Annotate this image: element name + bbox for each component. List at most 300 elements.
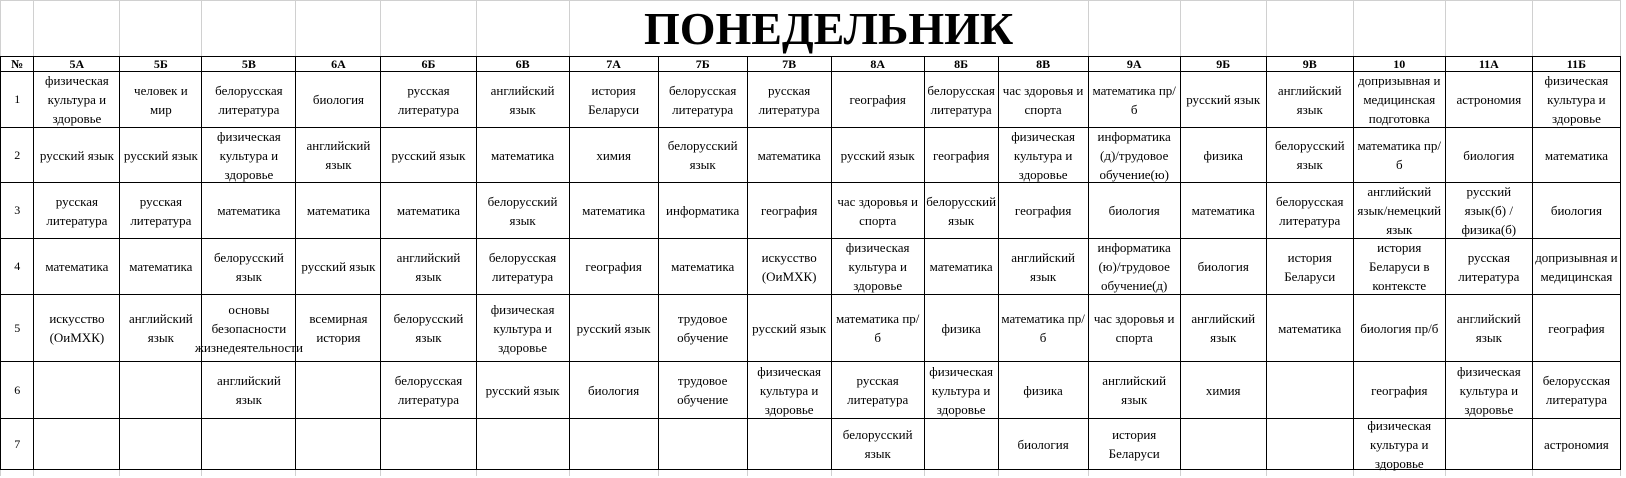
subject-text: русская литература: [46, 193, 108, 228]
subject-cell[interactable]: [924, 239, 998, 295]
subject-text: белорусский язык: [842, 427, 913, 461]
subject-text: английский язык: [1456, 311, 1521, 345]
class-header-5а[interactable]: 5А: [34, 57, 120, 72]
subject-cell[interactable]: [34, 295, 120, 362]
subject-text: белорусский язык: [1274, 138, 1345, 172]
subject-cell[interactable]: [1532, 72, 1620, 128]
subject-text: русский язык(б) /физика(б): [1461, 184, 1517, 237]
subject-cell[interactable]: [120, 183, 202, 239]
subject-text: [1183, 419, 1264, 469]
empty-cell[interactable]: [120, 470, 202, 477]
class-header-9в[interactable]: 9В: [1266, 57, 1353, 72]
empty-cell[interactable]: [1180, 1, 1266, 57]
subject-cell[interactable]: [747, 362, 831, 419]
number-header[interactable]: №: [1, 57, 34, 72]
empty-cell[interactable]: [747, 470, 831, 477]
subject-cell[interactable]: [381, 295, 476, 362]
subject-cell[interactable]: [1532, 419, 1620, 470]
subject-cell[interactable]: [1353, 419, 1445, 470]
class-header-8а[interactable]: 8А: [831, 57, 924, 72]
subject-text: белорусская литература: [488, 249, 557, 284]
subject-text: биология: [312, 92, 364, 107]
empty-cell[interactable]: [831, 470, 924, 477]
subject-cell[interactable]: [34, 183, 120, 239]
lesson-number[interactable]: 6: [1, 362, 34, 419]
empty-cell[interactable]: [1, 1, 34, 57]
subject-cell[interactable]: [1353, 72, 1445, 128]
subject-cell[interactable]: [296, 295, 381, 362]
subject-text: физическая культура и здоровье: [45, 73, 109, 126]
subject-cell[interactable]: [1445, 72, 1532, 128]
empty-cell[interactable]: [476, 470, 569, 477]
class-header-6а[interactable]: 6А: [296, 57, 381, 72]
subject-text: физическая культура и здоровье: [1367, 417, 1432, 471]
class-header-6в[interactable]: 6В: [476, 57, 569, 72]
subject-cell[interactable]: [202, 362, 296, 419]
subject-cell[interactable]: [381, 239, 476, 295]
empty-cell[interactable]: [1088, 1, 1180, 57]
subject-cell[interactable]: [831, 362, 924, 419]
subject-cell[interactable]: [1445, 183, 1532, 239]
subject-text: русский язык: [840, 147, 915, 163]
subject-cell[interactable]: [34, 419, 120, 470]
empty-cell[interactable]: [1180, 470, 1266, 477]
empty-cell[interactable]: [998, 470, 1088, 477]
subject-cell[interactable]: [194, 295, 303, 362]
subject-text: математика: [1191, 203, 1255, 218]
empty-cell[interactable]: [296, 470, 381, 477]
subject-text: математика: [1544, 147, 1608, 163]
subject-cell[interactable]: [1532, 239, 1620, 295]
subject-text: английский язык: [216, 373, 281, 407]
empty-cell[interactable]: [924, 470, 998, 477]
subject-cell[interactable]: [658, 128, 747, 183]
subject-cell[interactable]: [202, 239, 296, 295]
subject-text: физика: [1023, 382, 1063, 398]
subject-cell[interactable]: [1353, 128, 1445, 183]
subject-text: русский язык: [752, 320, 827, 336]
subject-cell[interactable]: [658, 239, 747, 295]
subject-cell[interactable]: [1088, 239, 1180, 295]
subject-cell[interactable]: [120, 419, 202, 470]
subject-text: математика пр/б: [1092, 82, 1176, 117]
subject-text: белорусская литература: [394, 373, 463, 407]
subject-cell[interactable]: [569, 362, 658, 419]
subject-text: биология: [1017, 436, 1069, 452]
subject-cell[interactable]: [1180, 419, 1266, 470]
subject-cell[interactable]: [34, 362, 120, 419]
subject-text: допризывная и медицинская подготовка: [1358, 73, 1441, 126]
subject-cell[interactable]: [747, 239, 831, 295]
empty-cell[interactable]: [658, 470, 747, 477]
empty-cell[interactable]: [1, 470, 34, 477]
subject-cell[interactable]: [296, 239, 381, 295]
empty-cell[interactable]: [569, 470, 658, 477]
subject-cell[interactable]: [120, 295, 202, 362]
subject-cell[interactable]: [1353, 183, 1445, 239]
subject-cell[interactable]: [831, 128, 924, 183]
subject-cell[interactable]: [34, 128, 120, 183]
empty-cell[interactable]: [120, 1, 202, 57]
subject-text: белорусская литература: [1276, 193, 1344, 228]
subject-text: биология: [1197, 259, 1249, 274]
empty-cell[interactable]: [34, 470, 120, 477]
subject-text: биология: [1108, 203, 1160, 218]
subject-cell[interactable]: [924, 295, 998, 362]
subject-cell[interactable]: [658, 295, 747, 362]
subject-cell[interactable]: [1180, 183, 1266, 239]
subject-text: физическая культура и здоровье: [757, 363, 822, 417]
subject-text: [750, 419, 829, 469]
class-header-5в[interactable]: 5В: [202, 57, 296, 72]
lesson-row: [1, 72, 1621, 128]
subject-text: английский язык: [1102, 373, 1167, 407]
subject-text: белорусская литература: [927, 82, 995, 117]
subject-text: физика: [941, 320, 981, 336]
subject-cell[interactable]: [1180, 72, 1266, 128]
subject-cell[interactable]: [1266, 362, 1353, 419]
subject-cell[interactable]: [296, 128, 381, 183]
empty-cell[interactable]: [1445, 470, 1532, 477]
subject-cell[interactable]: [831, 239, 924, 295]
subject-cell[interactable]: [831, 72, 924, 128]
subject-cell[interactable]: [998, 295, 1088, 362]
subject-cell[interactable]: [1353, 362, 1445, 419]
subject-cell[interactable]: [381, 419, 476, 470]
lesson-row: [1, 362, 1621, 419]
subject-text: [927, 419, 996, 469]
subject-cell[interactable]: [1088, 183, 1180, 239]
subject-cell[interactable]: [658, 419, 747, 470]
subject-text: английский язык/немецкий язык: [1357, 184, 1442, 237]
subject-text: белорусский язык: [393, 311, 464, 345]
subject-text: география: [585, 259, 642, 274]
subject-cell[interactable]: [747, 72, 831, 128]
empty-cell[interactable]: [381, 1, 476, 57]
subject-cell[interactable]: [381, 183, 476, 239]
class-header-7в[interactable]: 7В: [747, 57, 831, 72]
subject-text: человек и мир: [134, 82, 188, 117]
lesson-number[interactable]: 7: [1, 419, 34, 470]
class-header-10[interactable]: 10: [1353, 57, 1445, 72]
subject-cell[interactable]: [924, 128, 998, 183]
subject-text: русская литература: [397, 82, 460, 117]
subject-text: русский язык: [123, 147, 198, 163]
subject-text: белорусский язык: [213, 249, 284, 284]
subject-cell[interactable]: [296, 72, 381, 128]
empty-cell[interactable]: [202, 470, 296, 477]
subject-text: астрономия: [1456, 92, 1522, 107]
subject-cell[interactable]: [1088, 295, 1180, 362]
subject-text: физика: [1203, 147, 1243, 163]
subject-cell[interactable]: [1180, 239, 1266, 295]
subject-cell[interactable]: [569, 72, 658, 128]
subject-cell[interactable]: [476, 72, 569, 128]
subject-cell[interactable]: [831, 183, 924, 239]
subject-cell[interactable]: [569, 183, 658, 239]
subject-text: математика: [757, 147, 821, 163]
subject-text: искусство (ОиМХК): [49, 311, 105, 345]
subject-text: [661, 419, 745, 469]
empty-cell[interactable]: [1266, 470, 1353, 477]
subject-text: математика: [396, 203, 461, 218]
lesson-number[interactable]: 5: [1, 295, 34, 362]
empty-cell[interactable]: [296, 1, 381, 57]
subject-cell[interactable]: [998, 128, 1088, 183]
subject-text: русский язык: [39, 147, 114, 163]
subject-text: английский язык: [1011, 249, 1076, 284]
subject-cell[interactable]: [831, 295, 924, 362]
subject-text: математика: [1278, 320, 1342, 336]
lesson-number[interactable]: 2: [1, 128, 34, 183]
subject-text: биология: [1463, 147, 1515, 163]
subject-cell[interactable]: [831, 419, 924, 470]
subject-text: всемирная история: [309, 311, 368, 345]
subject-text: математика пр/б: [1357, 138, 1441, 172]
empty-cell[interactable]: [202, 1, 296, 57]
subject-cell[interactable]: [1180, 362, 1266, 419]
page-title[interactable]: ПОНЕДЕЛЬНИК: [569, 1, 1088, 57]
subject-cell[interactable]: [658, 183, 747, 239]
subject-cell[interactable]: [1180, 128, 1266, 183]
subject-text: география: [1014, 203, 1072, 218]
subject-text: русский язык: [1186, 92, 1261, 107]
lesson-row: [1, 295, 1621, 362]
subject-text: [383, 419, 473, 469]
subject-cell[interactable]: [1353, 295, 1445, 362]
class-header-5б[interactable]: 5Б: [120, 57, 202, 72]
subject-cell[interactable]: [202, 183, 296, 239]
subject-cell[interactable]: [34, 239, 120, 295]
subject-cell[interactable]: [1266, 239, 1353, 295]
lesson-row: [1, 239, 1621, 295]
subject-cell[interactable]: [569, 239, 658, 295]
subject-text: английский язык: [306, 138, 371, 172]
class-header-8б[interactable]: 8Б: [924, 57, 998, 72]
empty-cell[interactable]: [34, 1, 120, 57]
empty-cell[interactable]: [1532, 1, 1620, 57]
subject-text: английский язык: [396, 249, 461, 284]
empty-cell[interactable]: [1353, 1, 1445, 57]
subject-text: трудовое обучение: [677, 373, 729, 407]
subject-cell[interactable]: [1532, 128, 1620, 183]
subject-cell[interactable]: [569, 419, 658, 470]
subject-text: час здоровья и спорта: [1002, 82, 1084, 117]
subject-text: белорусский язык: [926, 193, 997, 228]
subject-text: [298, 362, 378, 418]
subject-cell[interactable]: [1445, 362, 1532, 419]
subject-cell[interactable]: [1445, 419, 1532, 470]
subject-text: физическая культура и здоровье: [490, 301, 555, 355]
class-header-9б[interactable]: 9Б: [1180, 57, 1266, 72]
subject-cell[interactable]: [1532, 183, 1620, 239]
empty-cell[interactable]: [1532, 470, 1620, 477]
subject-text: [122, 362, 199, 418]
subject-text: [204, 419, 293, 469]
subject-cell[interactable]: [34, 72, 120, 128]
subject-text: русский язык: [485, 382, 560, 398]
subject-cell[interactable]: [120, 72, 202, 128]
subject-cell[interactable]: [1266, 295, 1353, 362]
subject-text: физическая культура и здоровье: [1456, 363, 1521, 417]
class-header-9а[interactable]: 9А: [1088, 57, 1180, 72]
subject-cell[interactable]: [1266, 128, 1353, 183]
subject-text: английский язык: [1191, 311, 1256, 345]
lesson-row: [1, 419, 1621, 470]
subject-text: физическая культура и здоровье: [845, 240, 910, 293]
subject-cell[interactable]: [1532, 362, 1620, 419]
subject-text: английский язык: [490, 82, 555, 117]
subject-cell[interactable]: [569, 295, 658, 362]
subject-text: физическая культура и здоровье: [929, 363, 994, 417]
subject-cell[interactable]: [1445, 295, 1532, 362]
subject-cell[interactable]: [1353, 239, 1445, 295]
subject-cell[interactable]: [1266, 72, 1353, 128]
subject-cell[interactable]: [747, 295, 831, 362]
subject-text: математика: [929, 259, 993, 274]
lesson-row: [1, 183, 1621, 239]
subject-text: химия: [596, 147, 631, 163]
subject-cell[interactable]: [658, 72, 747, 128]
subject-cell[interactable]: [476, 183, 569, 239]
subject-cell[interactable]: [1532, 295, 1620, 362]
subject-cell[interactable]: [924, 183, 998, 239]
subject-cell[interactable]: [381, 128, 476, 183]
subject-cell[interactable]: [1445, 239, 1532, 295]
subject-cell[interactable]: [1088, 128, 1180, 183]
subject-text: история Беларуси: [1108, 427, 1160, 461]
subject-cell[interactable]: [1445, 128, 1532, 183]
subject-text: [479, 419, 567, 469]
subject-text: география: [760, 203, 818, 218]
subject-cell[interactable]: [747, 128, 831, 183]
subject-text: [122, 419, 199, 469]
subject-cell[interactable]: [924, 72, 998, 128]
lesson-number[interactable]: 1: [1, 72, 34, 128]
subject-text: искусство (ОиМХК): [761, 249, 817, 284]
subject-text: физическая культура и здоровье: [1011, 128, 1075, 182]
lesson-row: [1, 128, 1621, 183]
class-header-11б[interactable]: 11Б: [1532, 57, 1620, 72]
subject-text: [36, 419, 117, 469]
subject-cell[interactable]: [1180, 295, 1266, 362]
subject-cell[interactable]: [381, 72, 476, 128]
subject-cell[interactable]: [924, 419, 998, 470]
subject-cell[interactable]: [120, 239, 202, 295]
subject-cell[interactable]: [476, 239, 569, 295]
subject-cell[interactable]: [476, 295, 569, 362]
subject-cell[interactable]: [202, 72, 296, 128]
subject-cell[interactable]: [476, 128, 569, 183]
subject-text: биология пр/б: [1360, 320, 1439, 336]
subject-text: [298, 419, 378, 469]
subject-text: астрономия: [1544, 436, 1609, 452]
subject-text: математика: [306, 203, 370, 218]
subject-text: допризывная и медицинская: [1535, 249, 1618, 284]
subject-text: математика: [582, 203, 646, 218]
subject-cell[interactable]: [998, 72, 1088, 128]
subject-cell[interactable]: [569, 128, 658, 183]
subject-cell[interactable]: [120, 128, 202, 183]
subject-text: математика: [491, 147, 555, 163]
subject-cell[interactable]: [1266, 183, 1353, 239]
subject-text: трудовое обучение: [677, 311, 729, 345]
subject-cell[interactable]: [202, 128, 296, 183]
class-header-7б[interactable]: 7Б: [658, 57, 747, 72]
subject-text: химия: [1205, 382, 1241, 398]
subject-text: белорусский язык: [487, 193, 558, 228]
subject-cell[interactable]: [296, 183, 381, 239]
subject-cell[interactable]: [1088, 362, 1180, 419]
class-header-11а[interactable]: 11А: [1445, 57, 1532, 72]
subject-text: русский язык: [391, 147, 466, 163]
empty-cell[interactable]: [1088, 470, 1180, 477]
subject-text: география: [1371, 382, 1428, 398]
lesson-number[interactable]: 4: [1, 239, 34, 295]
subject-cell[interactable]: [998, 362, 1088, 419]
subject-cell[interactable]: [998, 419, 1088, 470]
subject-cell[interactable]: [120, 362, 202, 419]
subject-text: география: [849, 92, 906, 107]
class-header-7а[interactable]: 7А: [569, 57, 658, 72]
subject-cell[interactable]: [1088, 72, 1180, 128]
subject-text: [1269, 362, 1351, 418]
subject-text: русский язык: [576, 320, 651, 336]
subject-cell[interactable]: [296, 362, 381, 419]
class-header-row: [1, 57, 1621, 72]
class-header-8в[interactable]: 8В: [998, 57, 1088, 72]
subject-cell[interactable]: [998, 183, 1088, 239]
subject-cell[interactable]: [747, 419, 831, 470]
class-header-6б[interactable]: 6Б: [381, 57, 476, 72]
subject-cell[interactable]: [924, 362, 998, 419]
subject-text: русская литература: [758, 82, 820, 117]
subject-cell[interactable]: [998, 239, 1088, 295]
subject-cell[interactable]: [296, 419, 381, 470]
empty-cell[interactable]: [476, 1, 569, 57]
subject-cell[interactable]: [1088, 419, 1180, 470]
lesson-number[interactable]: 3: [1, 183, 34, 239]
subject-text: история Беларуси в контексте: [1369, 240, 1430, 293]
subject-text: [36, 362, 117, 418]
subject-text: час здоровья и спорта: [837, 193, 918, 228]
title-row: [1, 1, 1621, 57]
subject-text: английский язык: [128, 311, 193, 345]
subject-cell[interactable]: [747, 183, 831, 239]
subject-text: русская литература: [847, 373, 909, 407]
subject-text: информатика: [666, 203, 740, 218]
subject-cell[interactable]: [476, 419, 569, 470]
empty-cell[interactable]: [381, 470, 476, 477]
subject-text: белорусская литература: [1542, 373, 1611, 407]
subject-cell[interactable]: [1266, 419, 1353, 470]
subject-text: математика: [45, 259, 109, 274]
subject-cell[interactable]: [202, 419, 296, 470]
subject-text: математика пр/б: [835, 311, 920, 345]
subject-cell[interactable]: [476, 362, 569, 419]
subject-text: информатика (ю)/трудовое обучение(д): [1097, 240, 1171, 293]
subject-text: час здоровья и спорта: [1093, 311, 1175, 345]
subject-cell[interactable]: [381, 362, 476, 419]
empty-cell[interactable]: [1445, 1, 1532, 57]
subject-text: математика: [217, 203, 281, 218]
subject-text: физическая культура и здоровье: [1544, 73, 1609, 126]
empty-cell[interactable]: [1266, 1, 1353, 57]
subject-text: история Беларуси: [588, 82, 640, 117]
subject-cell[interactable]: [658, 362, 747, 419]
subject-text: белорусский язык: [667, 138, 738, 172]
subject-text: география: [1548, 320, 1605, 336]
